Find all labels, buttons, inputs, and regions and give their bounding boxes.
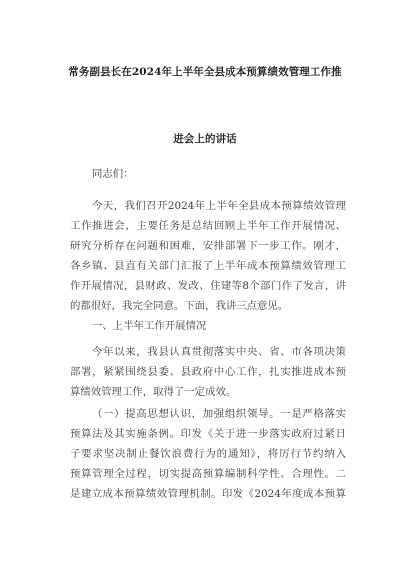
text-line: 作开展情况，县财政、发改、住建等8个部门作了发言，讲 (70, 280, 346, 292)
section-heading (70, 316, 346, 336)
document-title-line-1: 常务副县长在2024年上半年全县成本预算绩效管理工作推 (68, 66, 342, 78)
paragraph-overview (70, 342, 346, 402)
text-line: 研究分析存在问题和困难，安排部署下一步工作。刚才， (70, 240, 346, 252)
text-line: 各乡镇、县直有关部门汇报了上半年成本预算绩效管理工 (70, 260, 346, 272)
section-heading-text: 一、上半年工作开展情况 (92, 320, 207, 332)
text-line: 是建立成本预算绩效管理机制。印发《2024年度成本预算 (70, 488, 346, 500)
paragraph-item-1 (70, 404, 346, 504)
text-line: 部署，紧紧围绕县委、县政府中心工作，扎实推进成本预 (70, 366, 346, 378)
document-title-line-2: 进会上的讲话 (173, 133, 237, 145)
salutation: 同志们： (92, 168, 134, 180)
text-line: 子要求坚决制止餐饮浪费行为的通知》，将厉行节约纳入 (70, 448, 346, 460)
text-line: 今天，我们召开2024年上半年全县成本预算绩效管理 (92, 200, 346, 212)
text-line: （一）提高思想认识，加强组织领导。一是严格落实 (92, 408, 346, 420)
text-line: 算绩效管理工作，取得了一定成效。 (70, 386, 237, 398)
text-line: 今年以来，我县认真贯彻落实中央、省、市各项决策 (92, 346, 346, 358)
text-line: 预算法及其实施条例。印发《关于进一步落实政府过紧日 (70, 428, 346, 440)
paragraph-opening (70, 196, 346, 316)
text-line: 的都很好，我完全同意。下面，我讲三点意见。 (70, 300, 289, 312)
text-line: 预算管理全过程，切实提高预算编制科学性、合理性。二 (70, 468, 346, 480)
text-line: 工作推进会，主要任务是总结回顾上半年工作开展情况、 (70, 220, 346, 232)
